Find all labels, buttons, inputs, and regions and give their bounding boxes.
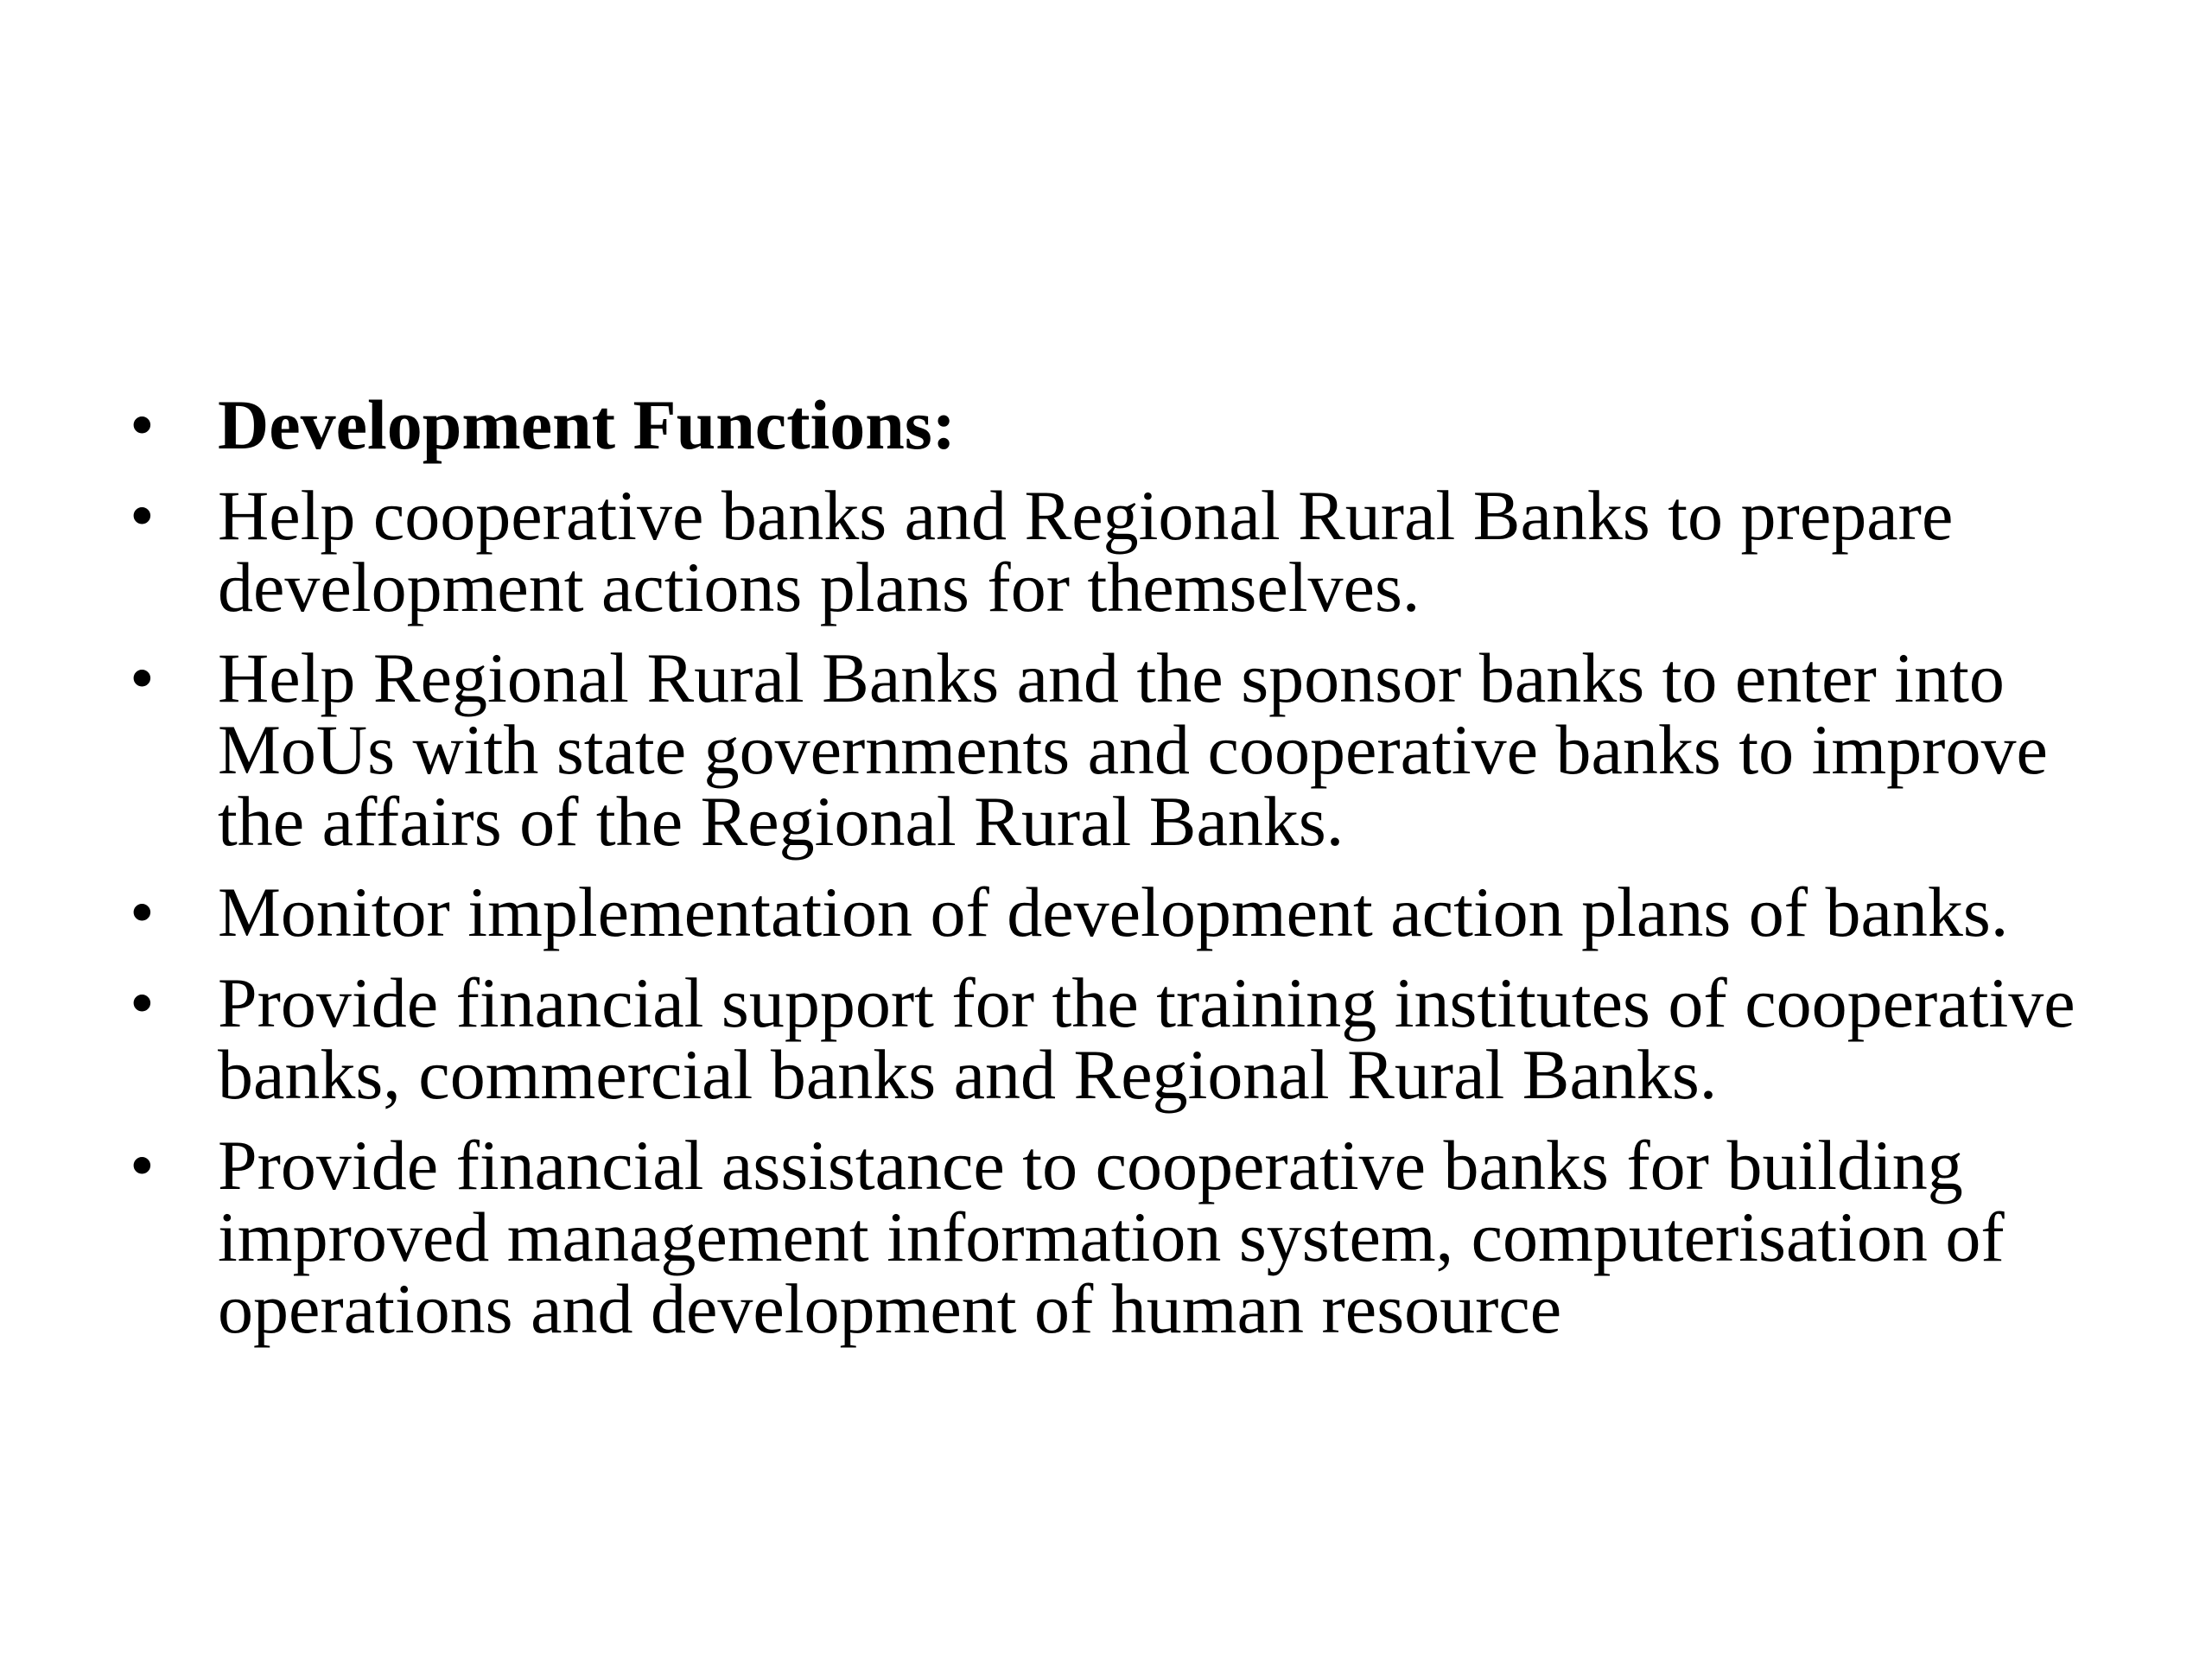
bullet-icon: • [130,1126,155,1205]
bullet-item-heading [130,385,2117,464]
bullet-icon: • [130,639,155,717]
bullet-item [130,639,2117,861]
bullet-item [130,873,2117,951]
bullet-text: Provide financial support for the training institutes of cooperative banks, commercial banks and Regional Rural Banks. [218,963,2075,1114]
bullet-item [130,963,2117,1114]
bullet-icon: • [130,873,155,951]
bullet-list [130,385,2117,1363]
bullet-text: Help Regional Rural Banks and the sponsor banks to enter into MoUs with state governments and cooperative banks to improve the affairs of the Regional Rural Banks. [218,639,2048,861]
bullet-icon: • [130,476,155,555]
bullet-item [130,1126,2117,1348]
bullet-text: Provide financial assistance to cooperative banks for building improved management information system, computerisation of operations and development of human resource [218,1126,2005,1348]
bullet-text: Development Functions: [218,385,957,464]
bullet-item [130,476,2117,626]
bullet-text: Help cooperative banks and Regional Rural Banks to prepare development actions plans for themselves. [218,476,1954,626]
bullet-text: Monitor implementation of development action plans of banks. [218,873,2009,951]
bullet-icon: • [130,963,155,1042]
bullet-icon: • [130,385,155,464]
